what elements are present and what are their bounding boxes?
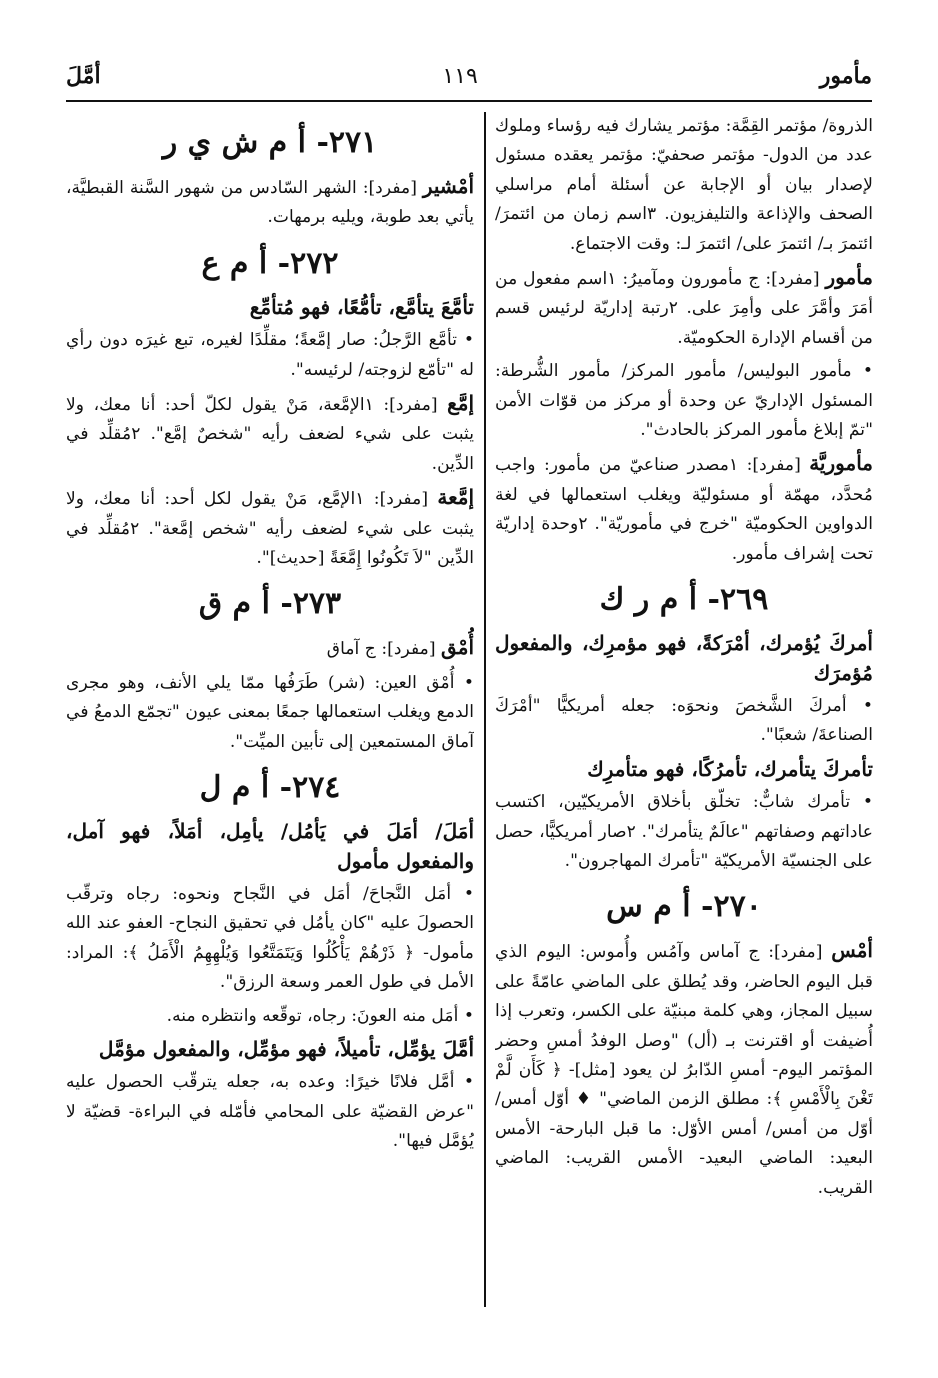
headword: أمْس bbox=[831, 938, 873, 963]
page-number: ١١٩ bbox=[442, 63, 478, 89]
header-first-word: مأمور bbox=[819, 63, 872, 89]
definition: [مفرد]: ١مصدر صناعيّ من مأمور: واجب مُحدَّد، مهمّة أو مسئوليّة ويغلب استعمالها في لغة الدواوين الحكوميّة "خرج في مأموريّة". ٢وحدة إداريّة تحت إشراف مأمور. bbox=[495, 455, 873, 564]
entry-mamuriya bbox=[495, 449, 873, 569]
sub-entry-amrak: • أمركَ الشَّخصَ ونحوَه: جعله أمريكيًّا "أمْرَكَ الصناعةَ/ شعبًا". bbox=[495, 695, 873, 746]
verb-headword-amal: أمَلَ/ أمَلَ في يَأمُل/ يأمِل، أمَلاً، فهو آمل، والمفعول مأمول bbox=[66, 819, 474, 873]
column-divider bbox=[484, 112, 486, 1307]
root-heading-270: ٢٧٠- أ م س bbox=[606, 889, 762, 925]
definition: [مفرد]: ١الإمَّع، مَنْ يقول لكل أحد: أنا معك، ولا يثبت على شيء لضعف رأيه "شخص إمَّعة". ٢مُقلِّد في الدِّين "لاَ تَكُونُوا إِمَّعَةً [حديث]". bbox=[66, 489, 474, 569]
entry-mamur bbox=[495, 263, 873, 353]
root-heading-269: ٢٦٩- أ م ر ك bbox=[599, 582, 769, 618]
entry-muq bbox=[66, 633, 474, 664]
verb-headword-ammal: أمَّلَ يؤمِّل، تأميلاً، فهو مؤمِّل، والمفعول مؤمَّل bbox=[98, 1036, 474, 1061]
sub-entry-ammal: • أمَّل فلانًا خيرًا: وعده به، جعله يترقّب الحصول عليه "عرض القضيّة على المحامي فأمّله في البراءة- قضيّة لا يُؤمَّل فيها". bbox=[66, 1072, 474, 1152]
header-last-word: أمَّلَ bbox=[66, 63, 101, 89]
root-heading-274: ٢٧٤- أ م ل bbox=[199, 770, 341, 806]
definition: [مفرد]: ج آماس وآمُس وأُموس: اليوم الذي قبل اليوم الحاضر، وقد يُطلق على الماضي عامّةً على سبيل المجاز، وهي كلمة مبنيّة على الكسر، وتعرب إذا أُضيفت أو اقترنت بـ (أل) "وصل الوفدُ أمسِ وحضر المؤتمر اليوم- أمسِ الدّابرُ لن يعود [مثل]- ﴿ كَأَن لَّمْ تَغْنَ بِالْأَمْسِ ﴾: مطلق الزمن الماضي" ♦ أوّل أمس/ أوّل من أمس/ أمس الأوّل: ما قبل البارحة- الأمس البعيد: الماضي البعيد- الأمس القريب: الماضي القريب. bbox=[495, 942, 873, 1198]
entry-ams bbox=[495, 936, 873, 1203]
root-heading-271: ٢٧١- أ م ش ي ر bbox=[162, 125, 378, 160]
definition: [مفرد]: ج آماق bbox=[326, 639, 436, 660]
headword: مأمور bbox=[825, 265, 873, 290]
verb-headword-taamma: تأمَّعَ يتأمَّع، تأمُّعًا، فهو مُتأمِّع bbox=[249, 294, 474, 319]
verb-headword-taamrak: تأمركَ يتأمرك، تأمرُكًا، فهو متأمرِك bbox=[587, 756, 873, 781]
right-column bbox=[495, 112, 873, 1312]
headword: مأموريَّة bbox=[809, 451, 873, 476]
definition: [مفرد]: ج مأمورون ومآميرُ: ١اسم مفعول من أمَرَ وأمَّرَ على وأمِرَ على. ٢رتبة إداريّة لرئيس قسم من أقسام الإدارة الحكوميّة. bbox=[495, 269, 873, 348]
sub-entry-taamma: • تأمَّع الرَّجلُ: صار إمَّعةً؛ مقلِّدًا لغيره، تبع غيرَه دون رأي له "تأمّع لزوجته/ لرئيسه". bbox=[66, 330, 474, 380]
headword: إمَّع bbox=[447, 391, 474, 416]
sub-entry-muq: • أُمْق العين: (شر) طَرَفُها ممّا يلي الأنف، وهو مجرى الدمع ويغلب استعمالها جمعًا بمعنى عيون "تجمّع الدمعُ في آماق المستمعين إلى تأبين الميِّت". bbox=[66, 672, 474, 752]
entry-imma bbox=[66, 389, 474, 479]
entry-amshir bbox=[66, 172, 474, 233]
verb-headword-amrak: أمركَ يُؤمرك، أمْرَكةً، فهو مؤمرِك، والمفعول مُؤمرَك bbox=[495, 631, 873, 685]
left-column bbox=[66, 112, 474, 1312]
sub-entry-taamrak: • تأمرك شابٌّ: تخلّق بأخلاق الأمريكيّين، اكتسب عاداتهم وصفاتهم "عالَمٌ يتأمرك". ٢صار أمريكيًّا، حصل على الجنسيّة الأمريكيّة "تأمرك المهاجرون". bbox=[495, 792, 873, 871]
definition: [مفرد]: ١الإمَّعة، مَنْ يقول لكلّ أحد: أنا معك، ولا يثبت على شيء لضعف رأيه "شخصٌ إمَّع". ٢مُقلِّد في الدِّين. bbox=[66, 395, 474, 474]
definition: [مفرد]: الشهر السّادس من شهور السَّنة القبطيَّة، يأتي بعد طوبة، ويليه برمهات. bbox=[66, 178, 474, 228]
headword: إمَّعة bbox=[437, 485, 474, 510]
root-heading-273: ٢٧٣- أ م ق bbox=[198, 586, 342, 622]
sub-entry-amal: • أمَل النَّجاحَ/ أمَل في النَّجاح ونحوه: رجاه وترقّب الحصولَ عليه "كان يأمُل في تحقيق النجاح- العفو عند الله مأمول- ﴿ ذَرْهُمْ يَأْكُلُوا وَيَتَمَتَّعُوا وَيُلْهِهِمُ الْأَمَلُ ﴾: المراد: الأمل في طول العمر وسعة الرزق". bbox=[66, 883, 474, 993]
headword: أُمْق bbox=[441, 635, 474, 660]
sub-entry-mamur-police: • مأمور البوليس/ مأمور المركز/ مأمور الشُّرطة: المسئول الإداريّ عن وحدة أو مركز من قوّات الأمن "تمّ إبلاغ مأمور المركز بالحادث". bbox=[495, 361, 873, 441]
root-heading-272: ٢٧٢- أ م ع bbox=[201, 245, 339, 281]
sub-entry-amal-help: • أمَل منه العونَ: رجاه، توقّعه وانتظره منه. bbox=[166, 1005, 474, 1026]
entry-immaa bbox=[66, 483, 474, 573]
page-header bbox=[66, 52, 872, 102]
continued-entry: الذروة/ مؤتمر القِمَّة: مؤتمر يشارك فيه رؤساء وملوك عدد من الدول- مؤتمر صحفيّ: مؤتمر يعقده مسئول لإصدار بيان أو الإجابة عن أسئلة أمام مراسلي الصحف والإذاعة والتليفزيون. ٣اسم زمان من ائتمرَ/ ائتمرَ بـ/ ائتمرَ على/ ائتمرَ لـ: وقت الاجتماع. bbox=[495, 116, 873, 254]
headword: أمْشير bbox=[422, 174, 474, 198]
